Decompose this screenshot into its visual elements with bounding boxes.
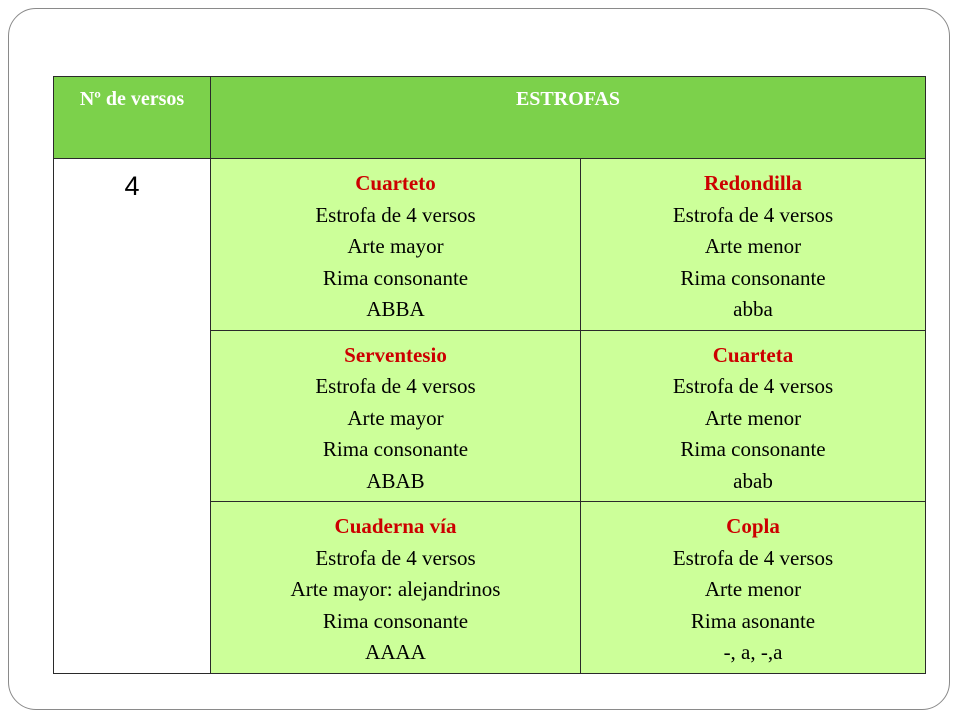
header-row [54, 77, 926, 159]
stanza-cell-cuarteta [581, 330, 926, 502]
stanza-line: ABAB [366, 468, 425, 493]
stanza-name: Cuaderna vía [334, 514, 457, 538]
stanza-line: Rima consonante [322, 437, 469, 461]
stanza-line: abab [733, 468, 773, 493]
stanza-cell-cuarteto [211, 159, 581, 331]
stanza-line: Rima consonante [322, 265, 469, 290]
stanza-cell-serventesio [211, 330, 581, 502]
stanza-line: Rima consonante [680, 437, 826, 461]
stanza-name: Copla [726, 514, 780, 538]
stanza-name: Serventesio [344, 342, 447, 367]
stanza-line: AAAA [365, 640, 426, 664]
stanza-name: Cuarteta [712, 342, 794, 367]
header-versos: Nº de versos [54, 77, 211, 159]
stanza-line: Arte menor [704, 577, 802, 601]
stanza-line: Estrofa de 4 versos [315, 202, 476, 227]
estrofas-table [53, 76, 926, 674]
stanza-line: Rima asonante [690, 608, 816, 633]
stanza-line: Arte mayor: alejandrinos [290, 577, 501, 601]
stanza-cell-redondilla [581, 159, 926, 331]
stanza-line: Arte mayor [347, 234, 444, 258]
stanza-line: abba [733, 297, 773, 321]
header-estrofas: ESTROFAS [211, 77, 926, 159]
stanza-line: ABBA [366, 297, 425, 321]
stanza-line: Estrofa de 4 versos [315, 545, 476, 570]
stanza-name: Cuarteto [355, 171, 436, 195]
stanza-line: Arte menor [704, 234, 802, 258]
stanza-line: Estrofa de 4 versos [672, 374, 834, 398]
stanza-name: Redondilla [703, 171, 803, 195]
stanza-cell-copla [581, 502, 926, 674]
stanza-line: Estrofa de 4 versos [315, 374, 476, 398]
table-row [54, 159, 926, 331]
verse-count-cell: 4 [54, 159, 211, 674]
stanza-line: Estrofa de 4 versos [672, 202, 834, 227]
stanza-line: -, a, -,a [723, 640, 783, 664]
stanza-line: Rima consonante [680, 265, 826, 290]
stanza-line: Estrofa de 4 versos [672, 545, 834, 570]
stanza-line: Arte mayor [347, 405, 444, 430]
stanza-line: Rima consonante [322, 608, 469, 633]
slide-frame [8, 8, 950, 710]
stanza-line: Arte menor [704, 405, 802, 430]
stanza-cell-cuaderna-via [211, 502, 581, 674]
